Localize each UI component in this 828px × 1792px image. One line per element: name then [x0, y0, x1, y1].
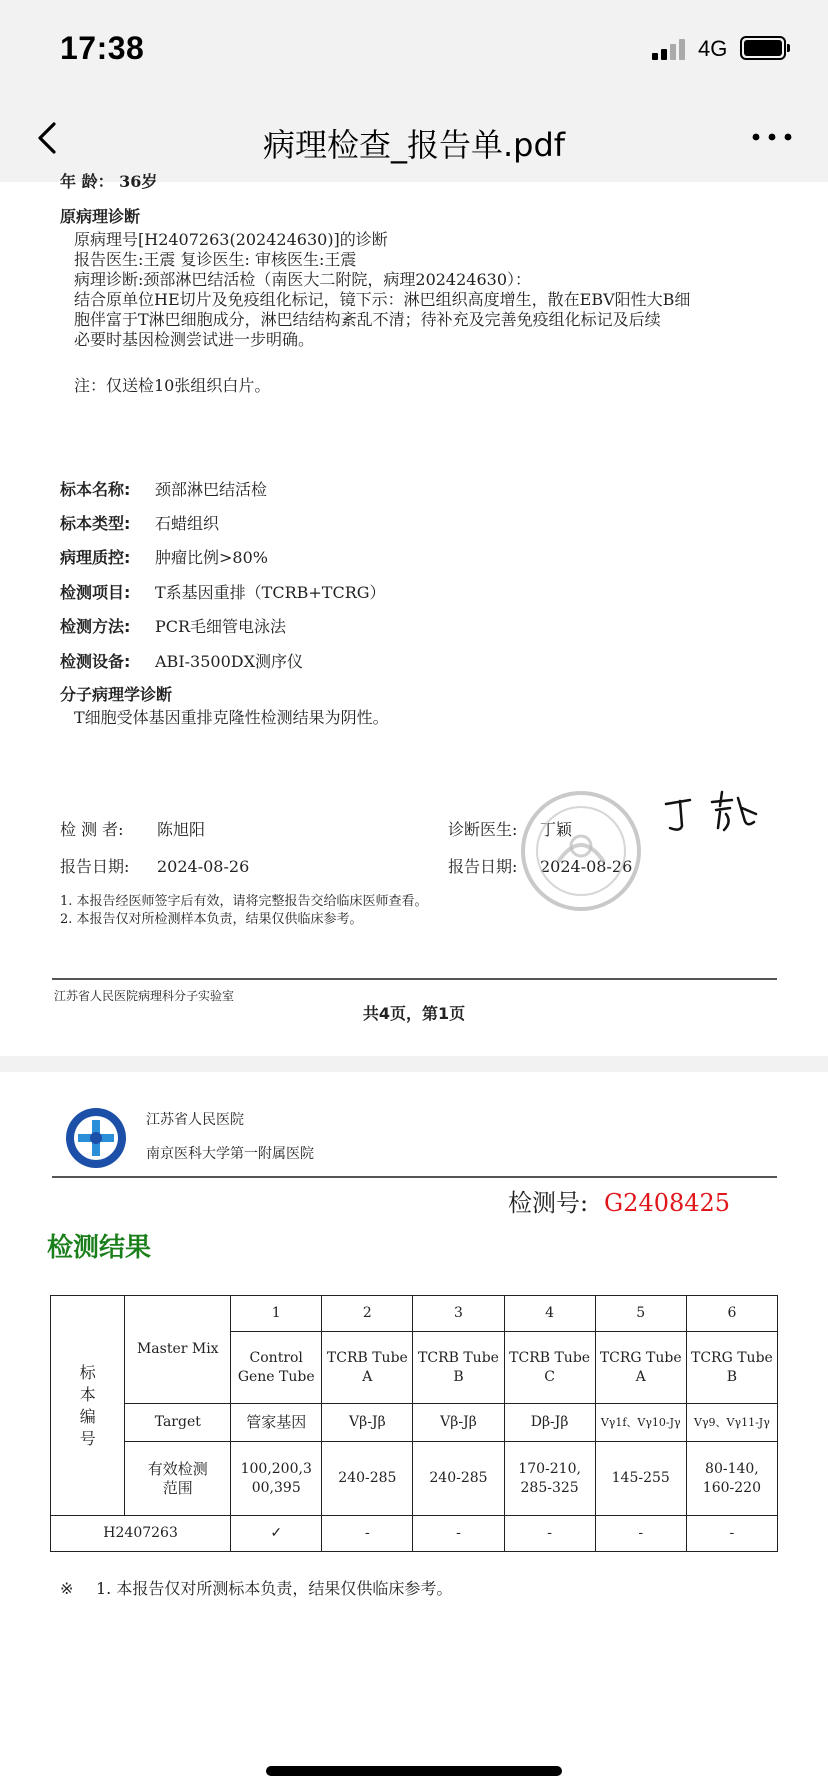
col-number: 3 [413, 1296, 504, 1332]
tester-name: 陈旭阳 [157, 820, 206, 839]
master-mix-cell: TCRG Tube B [686, 1332, 777, 1404]
clock: 17:38 [60, 30, 145, 66]
result-cell: - [504, 1516, 595, 1552]
target-header: Target [125, 1404, 231, 1442]
footnote: 2. 本报告仅对所检测样本负责，结果仅供临床参考。 [60, 912, 363, 927]
result-cell: - [595, 1516, 686, 1552]
pdf-page-1 [0, 172, 828, 1056]
field-value: 石蜡组织 [155, 514, 220, 533]
signature [660, 788, 760, 838]
target-cell: 管家基因 [231, 1404, 322, 1442]
range-cell: 145-255 [595, 1442, 686, 1516]
original-diagnosis-line: 结合原单位HE切片及免疫组化标记，镜下示：淋巴组织高度增生，散在EBV阳性大B细 [74, 290, 691, 309]
doctor-label: 诊断医生: [448, 820, 518, 839]
document-title: 病理检查_报告单.pdf [262, 126, 566, 164]
section-title: 检测结果 [47, 1233, 152, 1263]
master-mix-cell: TCRB Tube A [322, 1332, 413, 1404]
range-cell: 170-210, 285-325 [504, 1442, 595, 1516]
footnote-mark: ※ [60, 1579, 74, 1598]
master-mix-cell: Control Gene Tube [231, 1332, 322, 1404]
test-number-label: 检测号: [508, 1189, 589, 1217]
master-mix-cell: TCRB Tube C [504, 1332, 595, 1404]
original-diagnosis-line: 胞伴富于T淋巴细胞成分，淋巴结结构紊乱不清；待补充及完善免疫组化标记及后续 [74, 310, 661, 329]
result-cell: - [413, 1516, 504, 1552]
valid-range-header: 有效检测范围 [125, 1442, 231, 1516]
divider [52, 978, 777, 980]
test-number: G2408425 [604, 1189, 731, 1217]
col-number: 1 [231, 1296, 322, 1332]
report-date: 2024-08-26 [157, 857, 250, 876]
result-cell: ✓ [231, 1516, 322, 1552]
result-cell: - [322, 1516, 413, 1552]
original-diagnosis-heading: 原病理诊断 [60, 207, 141, 226]
report-date-2: 2024-08-26 [540, 857, 633, 876]
header-divider [52, 1176, 777, 1178]
network-type: 4G [698, 36, 728, 61]
page-number: 共4页，第1页 [362, 1004, 466, 1023]
tester-label: 检 测 者: [60, 820, 124, 839]
field-label: 标本名称: [60, 480, 131, 499]
footnote: 1. 本报告经医师签字后有效，请将完整报告交给临床医师查看。 [60, 894, 428, 909]
field-label: 检测方法: [60, 617, 131, 636]
master-mix-cell: TCRB Tube B [413, 1332, 504, 1404]
status-bar [0, 0, 828, 96]
col-number: 6 [686, 1296, 777, 1332]
pdf-page-2 [0, 1072, 828, 1792]
molecular-diagnosis-text: T细胞受体基因重排克隆性检测结果为阴性。 [74, 708, 389, 727]
hospital-logo-icon [64, 1106, 128, 1170]
target-cell: Vβ-Jβ [413, 1404, 504, 1442]
col-number: 4 [504, 1296, 595, 1332]
original-diagnosis-line: 报告医生:王震 复诊医生: 审核医生:王震 [74, 250, 357, 269]
hospital-name: 江苏省人民医院 [146, 1112, 244, 1128]
note: 注：仅送检10张组织白片。 [74, 376, 271, 395]
sample-id-header: 标本编号 [51, 1296, 125, 1516]
field-label: 检测项目: [60, 583, 131, 602]
home-indicator[interactable] [266, 1766, 562, 1776]
target-cell: Vγ9、Vγ11-Jγ [686, 1404, 777, 1442]
master-mix-header: Master Mix [125, 1296, 231, 1404]
battery-icon [740, 36, 786, 60]
range-cell: 100,200,300,395 [231, 1442, 322, 1516]
more-options-icon[interactable] [748, 122, 796, 152]
target-cell: Vβ-Jβ [322, 1404, 413, 1442]
target-cell: Dβ-Jβ [504, 1404, 595, 1442]
field-value: T系基因重排（TCRB+TCRG） [155, 583, 386, 602]
cellular-signal-icon [652, 38, 692, 60]
field-value: ABI-3500DX测序仪 [155, 652, 303, 671]
col-number: 2 [322, 1296, 413, 1332]
report-date-label: 报告日期: [60, 857, 130, 876]
original-diagnosis-line: 病理诊断:颈部淋巴结活检（南医大二附院，病理202424630）： [74, 270, 532, 289]
original-diagnosis-line: 必要时基因检测尝试进一步明确。 [74, 330, 315, 349]
report-date-label-2: 报告日期: [448, 857, 518, 876]
range-cell: 240-285 [322, 1442, 413, 1516]
field-value: PCR毛细管电泳法 [155, 617, 287, 636]
field-label: 检测设备: [60, 652, 131, 671]
sample-id-cell: H2407263 [51, 1516, 231, 1552]
col-number: 5 [595, 1296, 686, 1332]
field-label: 病理质控: [60, 548, 131, 567]
hospital-affiliation: 南京医科大学第一附属医院 [146, 1146, 314, 1162]
result-cell: - [686, 1516, 777, 1552]
original-diagnosis-line: 原病理号[H2407263(202424630)]的诊断 [74, 230, 388, 249]
field-value: 颈部淋巴结活检 [155, 480, 268, 499]
field-value: 肿瘤比例>80% [155, 548, 268, 567]
field-label: 标本类型: [60, 514, 131, 533]
results-table [50, 1295, 778, 1552]
hospital-seal-stamp-icon [518, 788, 644, 914]
doctor-name: 丁颖 [540, 820, 573, 839]
results-footnote: 1. 本报告仅对所测标本负责，结果仅供临床参考。 [96, 1579, 453, 1598]
range-cell: 240-285 [413, 1442, 504, 1516]
target-cell: Vγ1f、Vγ10-Jγ [595, 1404, 686, 1442]
molecular-diagnosis-heading: 分子病理学诊断 [60, 685, 173, 704]
age-row: 年 龄： 36岁 [60, 172, 158, 191]
master-mix-cell: TCRG Tube A [595, 1332, 686, 1404]
lab-name: 江苏省人民医院病理科分子实验室 [54, 989, 235, 1003]
range-cell: 80-140, 160-220 [686, 1442, 777, 1516]
nav-bar [0, 96, 828, 182]
